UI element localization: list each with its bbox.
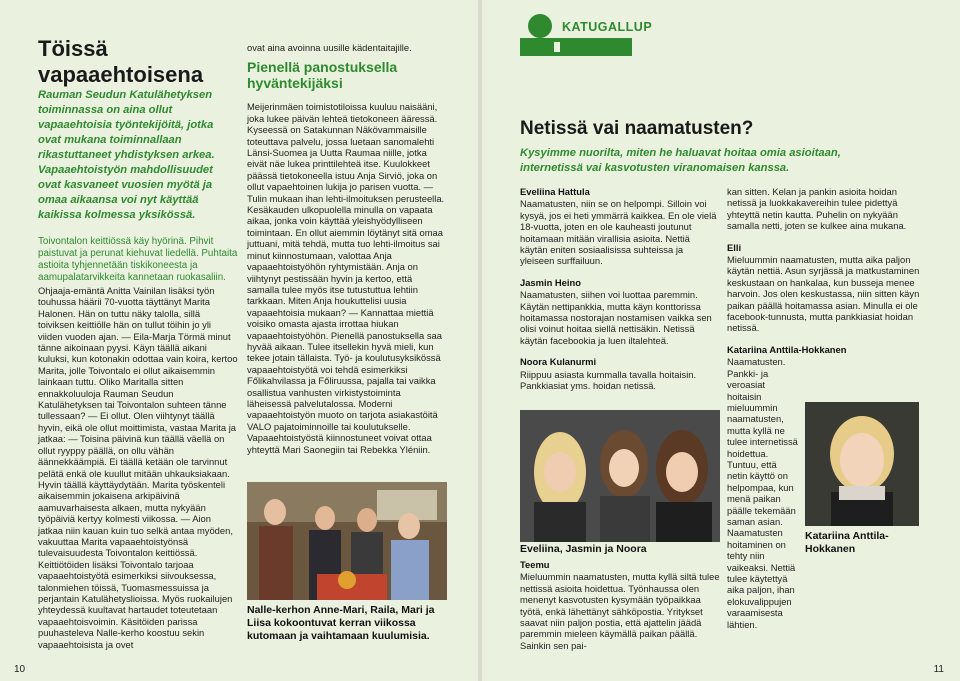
- left-page: [0, 0, 478, 681]
- body-text-2: Meijerinmäen toimistotiloissa kuuluu naisääni, joka lukee päivän lehteä tietokoneen ääressä. Kyseessä on Satakunnan Näkövammaisille toteuttava palvelu, jossa luetaan sanomalehti Länsi-Suomea ja Uutta Raumaa niille, jotka eivät näe lukea printtilehteä itse. Kuulokkeet päässä tietokoneella istuu Anja Sirviö, joka on ollut vapaehtoinen lukija jo parisen vuotta. — Tulin mukaan ihan lehti-ilmoituksen perusteella. Kesäkauden ulkopuolella minulla on vapaata aikaa, jonka voin käyttää yleishyödylliseen toimintaan. En ollut aiemmin löytänyt sitä omaa juttuani, mitä tehdä, mutta tuo lehti-ilmoitus sai minut kiinnostumaan, valottaa Anja vapaaehtoistyöhön ryhtymistään. Anja on viihtynyt pestissään hyvin ja kertoo, että samalla tulee myös itse tutustuttua lehtiin tarkkaan. Miten Anja houkuttelisi uusia vapaaehtoisia mukaan? — Kannattaa miettiä voisiko omasta ajasta irrottaa hiukan vapaaehtoistyöhön. Pienellä panostuksella saa hyvää aikaan. Tulee itsellekin hyvä mieli, kun tekee jotain tällaista. Työ- ja koulutusyksikössä vapaaehtoistyötä voi tehdä esimerkiksi Főlikahvilassa ja Főliruussa, pajalla tai vaikka osallistua vanhusten virkistystoiminta läheisessä palvelutalossa. Moderni vapaaehtoistyön muoto on tarjota asiakastöitä VALO pajatoiminnoille tai koulutukselle. Vapaaehtoistyöstä kiinnostuneet voivat ottaa yhteyttä Mari Saonegiin tai Rebekka Yléniin.: [247, 101, 445, 455]
- intro-paragraph: Toivontalon keittiössä käy hyörinä. Pihvit paistuvat ja perunat kiehuvat liedellä. Puhtaita astioita tyhjennetään tiskikoneesta ja aamupalatarvikkeita kannetaan ruokasaliin.: [38, 236, 238, 283]
- respondent-answer: Naamatusten. Pankki- ja veroasiat hoitaisin mieluummin naamatusten, mutta kyllä ne tulee internetissä hoidettua. Tuntuu, että netin käyttö on helpompaa, kun menä paikan päälle tekemään saman asian. Naamatusten hoitaminen on tehty niin vaikeaksi. Nettiä tulee käytettyä aika paljon, ihan elokuvalippujen varaamisesta lähtien.: [727, 356, 798, 630]
- portrait-illustration: [805, 402, 919, 526]
- right-column-1-bottom: [520, 559, 720, 652]
- respondent-name: Jasmin Heino: [520, 276, 581, 288]
- right-column-1: [520, 186, 720, 393]
- gallup-title: Netissä vai naamatusten?: [520, 118, 754, 139]
- three-girls-photo: [520, 410, 720, 542]
- section-label: KATUGALLUP: [562, 20, 653, 34]
- respondent-answer: Mieluummin naamatusten, mutta kyllä siltä tulee nettissä asioita hoidettua. Työnhaussa olen menenyt kasvotusten kysymään työpaikkaa työtä, enkä lähettänyt sähköpostia. Yritykset saavat niin paljon postia, että ajattelin jäädä paremmin mieleen käymällä paikan päällä. Sainkin sen pai-: [520, 571, 720, 651]
- continued-answer: kan sitten. Kelan ja pankin asioita hoidan netissä ja luokkakavereihin tulee pidettyä yhteyttä netin kautta. Puhelin on nykyään samalla netti, joten se kulkee aina mukana.: [727, 186, 907, 232]
- katariina-portrait: [805, 402, 919, 526]
- section-subhead: Pienellä panostuksella hyväntekijäksi: [247, 59, 398, 92]
- left-column-2: [247, 42, 447, 456]
- respondent-answer: Naamatusten, niin se on helpompi. Silloin voi kysyä, jos ei heti ymmärrä kaikkea. En ole vielä 18-vuotta, joten en ole kauheasti joutunut hoitamaan mitään virallisia asioita. Nettiä käytän eniten sosiaalisissa suhteissa ja yleiseen surffailuun.: [520, 198, 717, 267]
- respondent-name: Katariina Anttila-Hokkanen: [727, 343, 847, 355]
- respondent-answer: Riippuu asiasta kummalla tavalla hoitaisin. Pankkiasiat yms. hoidan netissä.: [520, 368, 697, 392]
- respondent-name: Teemu: [520, 559, 550, 570]
- respondent-name: Noora Kulanurmi: [520, 356, 597, 368]
- page-number: 11: [933, 664, 944, 675]
- respondent-name: Elli: [727, 241, 742, 253]
- group-photo-illustration: [520, 410, 720, 542]
- article-title: Töissä vapaaehtoisena: [38, 36, 204, 87]
- respondent-answer: Naamatusten, siihen voi luottaa paremmin. Käytän nettipankkia, mutta käyn konttorissa hoitamassa nostorajan nostamisen vaikka sen olisi voinut hoitaa siellä nettisäkin. Netissä käytän facebookia ja luen iltalehteä.: [520, 289, 712, 346]
- gallup-lead: Kysyimme nuorilta, miten he haluavat hoitaa omia asioitaan, internetissä vai kasvotusten viranomaisen kanssa.: [520, 147, 841, 174]
- body-text: Ohjaaja-emäntä Anitta Vainilan lisäksi työn touhussa häärii 70-vuotta täyttänyt Marita Halonen. Hän on tuttu näky talolla, sillä toiviksen keittiölle hän on tullut töihin jo yli viiden vuoden ajan. — Eila-Marja Törmä minut tänne aikoinaan pyysi. Käyn täällä aikani kuluksi, kun kotonakin odottaa vain koira, kertoo Marita, jolle Toivontalo ei ollut aikaisemmin lainkaan tuttu. Oliko Maritalla sitten ennakkoluuloja Rauman Seudun Katulähetyksen tai Toivontalon suhteen tänne tullessaan? — Ei ollut. Olen viihtynyt täällä hyvin, eikä ole ollut moittimista, vastaa Marita ja jatkaa: — Toisina päivinä kun täällä väellä on ollut ryyppy päällä, on ollu vähän äännekkäämpiä. Ei täällä ketään ole tarvinnut pelätä enkä ole kuullut mitään uhkauksiakaan. Hyvin täällä käyttäydytään. Marita työskenteli aikaisemmin jokaisena arkipäivinä aamuvarhaisesta alkaen, mutta nykyään työpäiviä kertyy kolmesti viikossa. — Aion jatkaa niin kauan kuin tuo selkä antaa myöden, vakuuttaa Marita vapaaehtoistyönsä tulevaisuudesta Toivontalon keittiössä. Keittiötöiden lisäksi Toivontalo tarjoaa vapaaehtoistyötä esimerkiksi siivouksessa, talonmiehen töissä, Tuomasmessuissa ja perjantain Katulähetyslioissa. Myös ruokailujen yhteydessä kuultavat hartaudet toteutetaan vapaaehtoisvoimin. Käsitöiden parissa puuhasteleva Nalle-kerho koostuu sekin vapaaehtoisista ja ovet: [38, 285, 238, 650]
- article-lead: Rauman Seudun Katulähetyksen toiminnassa on aina ollut vapaaehtoisia työntekijöitä, jotka ovat mukana toiminnallaan rikastuttaneet yhdistyksen arkea. Vapaaehtoistyön mahdollisuudet ovat kasvaneet vuosien myötä ja omaa aikaansa voi nyt käyttää kaikissa kolmessa yksikössä.: [38, 89, 215, 221]
- left-column-1: [38, 236, 238, 651]
- photo-caption: Eveliina, Jasmin ja Noora: [520, 543, 647, 555]
- right-page: [482, 0, 960, 681]
- page-number: 10: [14, 664, 26, 675]
- continued-text: ovat aina avoinna uusille kädentaitajille.: [247, 42, 412, 53]
- group-photo-illustration: [247, 482, 447, 600]
- photo-caption: Nalle-kerhon Anne-Mari, Raila, Mari ja Liisa kokoontuvat kerran viikossa kutomaan ja vaihtamaan kuulumisia.: [247, 604, 435, 642]
- respondent-answer: Mieluummin naamatusten, mutta aika paljon käytän nettiä. Asun syrjässä ja matkustaminen keskustaan on hankalaa, kun busseja menee harvoin. Jos olen keskustassa, niin sitten käyn paikan päällä hoitamassa asian. Minulla ei ole facebook-tunnusta, mutta pankkiasiat hoidan netissä.: [727, 254, 920, 334]
- respondent-name: Eveliina Hattula: [520, 186, 590, 197]
- nalle-kerho-photo: [247, 482, 447, 600]
- portrait-caption: Katariina Anttila-Hokkanen: [805, 530, 889, 555]
